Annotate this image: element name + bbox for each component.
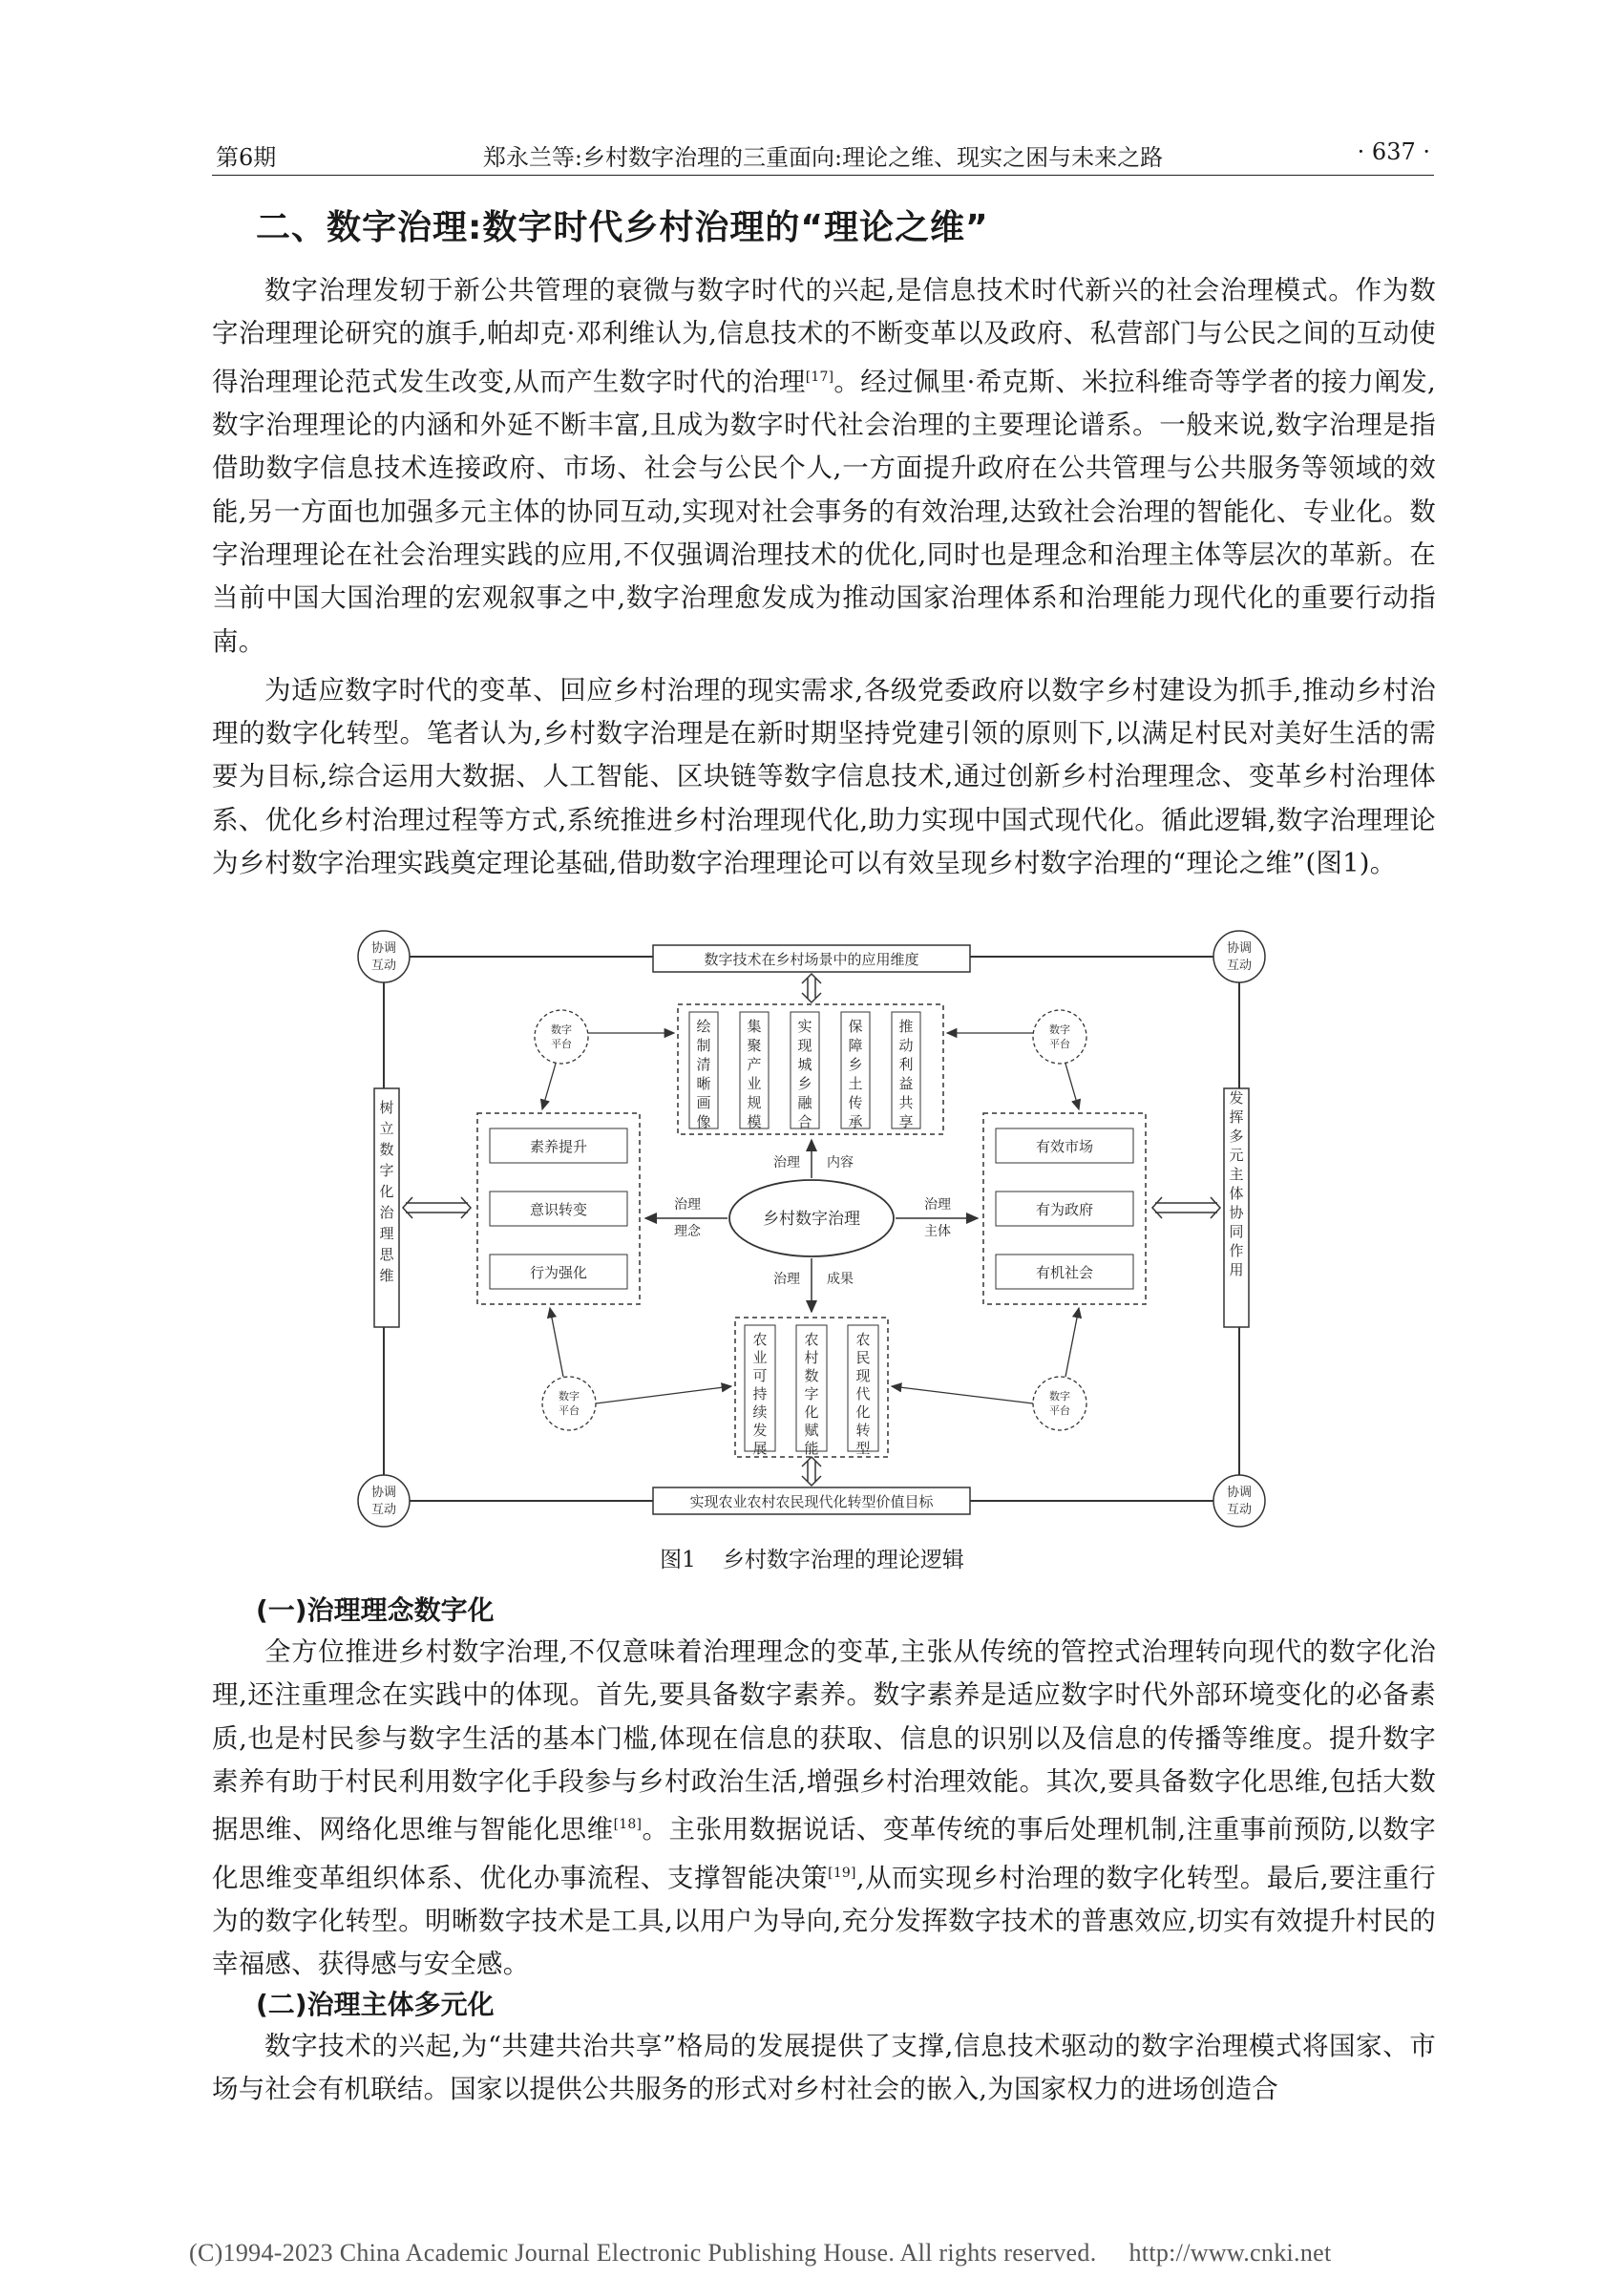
platform-circle-bl: [542, 1377, 596, 1430]
svg-text:成果: 成果: [827, 1272, 854, 1287]
page-number: · 637 ·: [1357, 138, 1430, 165]
figure-caption: [0, 1542, 1624, 1573]
copyright-text: (C)1994-2023 China Academic Journal Electronic Publishing House. All rights reserved.: [189, 2239, 1097, 2267]
figure-1: [353, 926, 1270, 1537]
svg-text:互动: 互动: [370, 1503, 397, 1517]
svg-text:实现城乡融合: 实现城乡融合: [797, 1018, 812, 1130]
svg-text:治理: 治理: [674, 1197, 701, 1213]
svg-text:治理: 治理: [773, 1155, 800, 1171]
svg-text:农业可持续发展: 农业可持续发展: [752, 1331, 768, 1457]
body-block-1: [212, 269, 1436, 885]
bottom-banner-text: 实现农业农村农民现代化转型价值目标: [689, 1493, 934, 1510]
svg-text:数字: 数字: [1049, 1023, 1070, 1036]
svg-text:绘制清晰画像: 绘制清晰画像: [696, 1018, 711, 1130]
corner-circle-tl: [358, 931, 410, 982]
svg-text:互动: 互动: [370, 959, 397, 973]
footer-url[interactable]: http://www.cnki.net: [1128, 2239, 1332, 2267]
svg-text:治理: 治理: [924, 1197, 951, 1213]
svg-text:素养提升: 素养提升: [529, 1138, 588, 1155]
double-arrow-icon: [403, 1197, 471, 1218]
svg-text:治理: 治理: [773, 1272, 800, 1287]
svg-text:推动利益共享: 推动利益共享: [898, 1018, 914, 1130]
svg-text:数字: 数字: [559, 1390, 580, 1403]
platform-circle-tr: [1033, 1010, 1086, 1064]
running-title: 郑永兰等:乡村数字治理的三重面向:理论之维、现实之困与未来之路: [482, 144, 1164, 171]
svg-text:数字: 数字: [1049, 1390, 1070, 1403]
platform-circle-tl: [535, 1010, 588, 1064]
svg-text:意识转变: 意识转变: [529, 1201, 588, 1218]
citation: [17]: [805, 369, 834, 385]
body-block-2: [212, 1631, 1436, 1987]
svg-text:互动: 互动: [1226, 959, 1253, 973]
running-header: [212, 131, 1434, 175]
svg-text:协调: 协调: [370, 1486, 397, 1500]
double-arrow-icon: [1152, 1197, 1220, 1218]
corner-circle-br: [1213, 1475, 1265, 1527]
svg-text:农村数字化赋能: 农村数字化赋能: [804, 1331, 819, 1457]
top-banner-text: 数字技术在乡村场景中的应用维度: [704, 951, 919, 968]
svg-text:主体: 主体: [924, 1224, 951, 1239]
double-arrow-icon: [802, 974, 821, 1002]
bottom-columns: [745, 1325, 878, 1457]
paragraph-3: 全方位推进乡村数字治理,不仅意味着治理理念的变革,主张从传统的管控式治理转向现代的数字化治理,还注重理念在实践中的体现。首先,要具备数字素养。数字素养是适应数字时代外部环境变化的必备素质,也是村民参与数字生活的基本门槛,体现在信息的获取、信息的识别以及信息的传播等维度。提升数字素养有助于村民利用数字化手段参与乡村政治生活,增强乡村治理效能。其次,要具备数字化思维,包括大数据思维、网络化思维与智能化思维[18]。主张用数据说话、变革传统的事后处理机制,注重事前预防,以数字化思维变革组织体系、优化办事流程、支撑智能决策[19],从而实现乡村治理的数字化转型。最后,要注重行为的数字化转型。明晰数字技术是工具,以用户为导向,充分发挥数字技术的普惠效应,切实有效提升村民的幸福感、获得感与安全感。: [212, 1636, 1436, 1980]
section-title: 二、数字治理:数字时代乡村治理的“理论之维”: [256, 208, 989, 247]
svg-text:有机社会: 有机社会: [1035, 1264, 1094, 1281]
theory-diagram: [353, 926, 1270, 1537]
paragraph-4: 数字技术的兴起,为“共建共治共享”格局的发展提供了支撑,信息技术驱动的数字治理模式将国家、市场与社会有机联结。国家以提供公共服务的形式对乡村社会的嵌入,为国家权力的进场创造合: [212, 2031, 1436, 2105]
svg-text:协调: 协调: [1226, 941, 1253, 956]
citation: [19]: [828, 1865, 856, 1881]
svg-text:互动: 互动: [1226, 1503, 1253, 1517]
corner-label: 协调: [370, 941, 397, 956]
svg-text:数字: 数字: [551, 1023, 572, 1036]
svg-text:理念: 理念: [674, 1224, 701, 1239]
svg-text:平台: 平台: [551, 1038, 572, 1050]
subsection-1-title: (一)治理理念数字化: [256, 1594, 495, 1626]
caption-label: 图1: [660, 1548, 696, 1572]
center-label: 乡村数字治理: [763, 1210, 860, 1229]
svg-text:有效市场: 有效市场: [1035, 1138, 1094, 1155]
footer: [189, 2239, 1332, 2267]
issue-number: 第6期: [216, 144, 277, 171]
svg-text:农民现代化转型: 农民现代化转型: [855, 1331, 871, 1457]
left-vertical-text: 树立数字化治理思维: [379, 1099, 394, 1284]
subsection-2-title: (二)治理主体多元化: [256, 1989, 495, 2020]
svg-text:平台: 平台: [559, 1404, 580, 1417]
right-vertical-text: 发挥多元主体协同作用: [1229, 1089, 1244, 1278]
body-block-3: [212, 2025, 1436, 2112]
top-columns: [689, 1012, 920, 1130]
svg-text:协调: 协调: [1226, 1486, 1253, 1500]
corner-circle-tr: [1213, 931, 1265, 982]
svg-text:保障乡土传承: 保障乡土传承: [848, 1018, 863, 1130]
svg-text:平台: 平台: [1049, 1038, 1070, 1050]
corner-circle-bl: [358, 1475, 410, 1527]
paragraph-1: 数字治理发轫于新公共管理的衰微与数字时代的兴起,是信息技术时代新兴的社会治理模式。作为数字治理理论研究的旗手,帕却克·邓利维认为,信息技术的不断变革以及政府、私营部门与公民之间的互动使得治理理论范式发生改变,从而产生数字时代的治理[17]。经过佩里·希克斯、米拉科维奇等学者的接力阐发,数字治理理论的内涵和外延不断丰富,且成为数字时代社会治理的主要理论谱系。一般来说,数字治理是指借助数字信息技术连接政府、市场、社会与公民个人,一方面提升政府在公共管理与公共服务等领域的效能,另一方面也加强多元主体的协同互动,实现对社会事务的有效治理,达致社会治理的智能化、专业化。数字治理理论在社会治理实践的应用,不仅强调治理技术的优化,同时也是理念和治理主体等层次的革新。在当前中国大国治理的宏观叙事之中,数字治理愈发成为推动国家治理体系和治理能力现代化的重要行动指南。: [212, 275, 1437, 657]
svg-text:有为政府: 有为政府: [1035, 1201, 1094, 1218]
paragraph-2: 为适应数字时代的变革、回应乡村治理的现实需求,各级党委政府以数字乡村建设为抓手,推动乡村治理的数字化转型。笔者认为,乡村数字治理是在新时期坚持党建引领的原则下,以满足村民对美好生活的需要为目标,综合运用大数据、人工智能、区块链等数字信息技术,通过创新乡村治理理念、变革乡村治理体系、优化乡村治理过程等方式,系统推进乡村治理现代化,助力实现中国式现代化。循此逻辑,数字治理理论为乡村数字治理实践奠定理论基础,借助数字治理理论可以有效呈现乡村数字治理的“理论之维”(图1)。: [212, 674, 1436, 879]
svg-text:集聚产业规模: 集聚产业规模: [747, 1018, 762, 1130]
svg-text:平台: 平台: [1049, 1404, 1070, 1417]
citation: [18]: [613, 1817, 643, 1833]
header-rule: [212, 175, 1434, 176]
double-arrow-icon: [802, 1457, 821, 1486]
platform-circle-br: [1033, 1377, 1086, 1430]
svg-text:行为强化: 行为强化: [529, 1264, 588, 1281]
svg-text:内容: 内容: [827, 1155, 854, 1171]
caption-text: 乡村数字治理的理论逻辑: [722, 1548, 964, 1572]
